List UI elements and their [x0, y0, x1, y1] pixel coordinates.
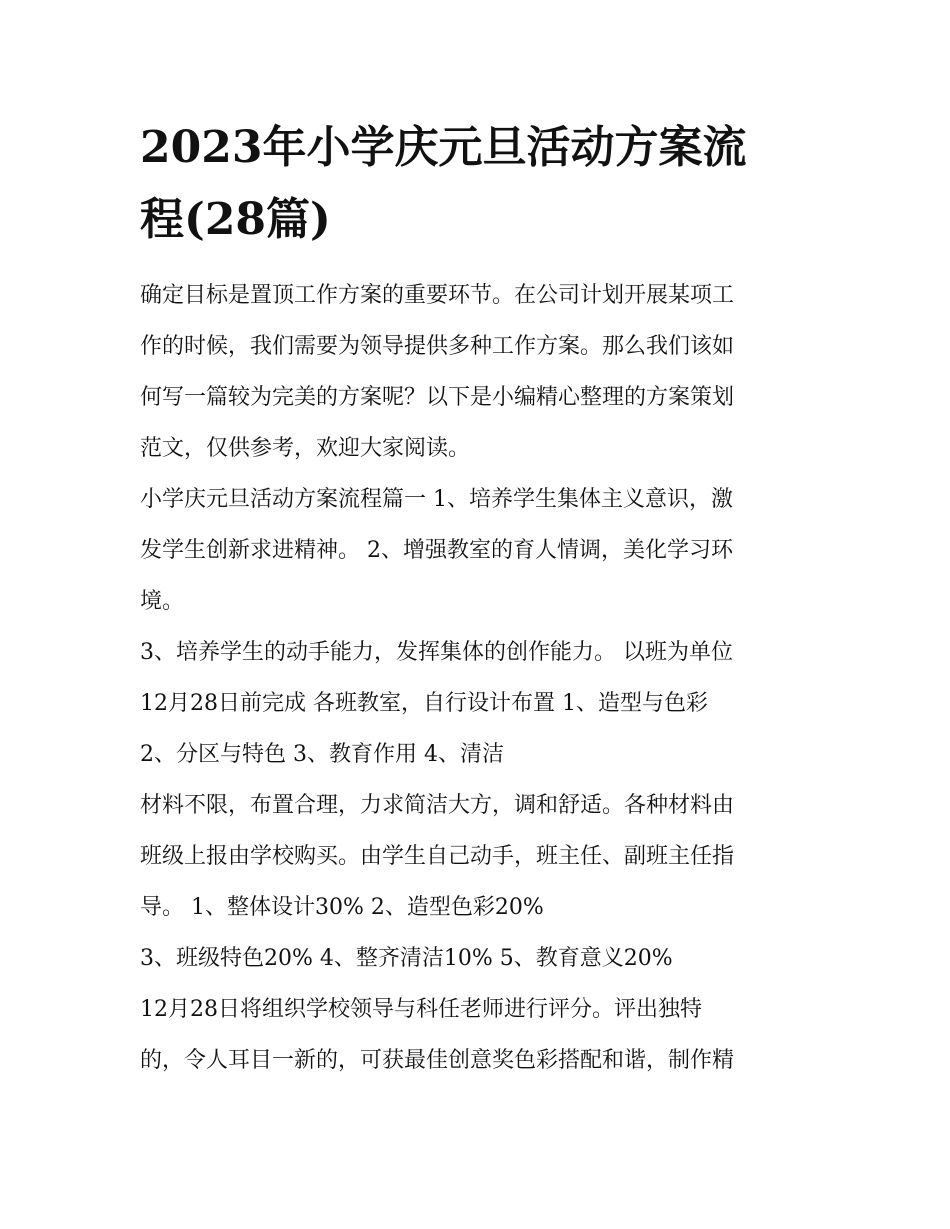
text-line: 12月28日前完成 各班教室，自行设计布置 1、造型与色彩	[140, 691, 708, 716]
text-line: 作的时候，我们需要为领导提供多种工作方案。那么我们该如	[140, 334, 735, 359]
paragraph-materials	[140, 780, 820, 933]
paragraph-arrangement	[140, 627, 820, 780]
text-line: 的，令人耳目一新的，可获最佳创意奖色彩搭配和谐，制作精	[140, 1048, 735, 1073]
paragraph-section-one	[140, 474, 820, 627]
text-line: 3、班级特色20% 4、整齐清洁10% 5、教育意义20%	[140, 946, 673, 971]
text-line: 确定目标是置顶工作方案的重要环节。在公司计划开展某项工	[140, 283, 735, 308]
title-line-2: 程(28篇)	[140, 194, 331, 245]
document-body	[140, 270, 820, 1086]
text-line: 何写一篇较为完美的方案呢？以下是小编精心整理的方案策划	[140, 385, 735, 410]
paragraph-scoring	[140, 933, 820, 984]
text-line: 3、培养学生的动手能力，发挥集体的创作能力。 以班为单位	[140, 640, 733, 665]
paragraph-intro	[140, 270, 820, 474]
text-line: 班级上报由学校购买。由学生自己动手，班主任、副班主任指	[140, 844, 735, 869]
title-line-1: 2023年小学庆元旦活动方案流	[140, 122, 747, 173]
text-line: 导。 1、整体设计30% 2、造型色彩20%	[140, 895, 544, 920]
text-line: 发学生创新求进精神。 2、增强教室的育人情调，美化学习环	[140, 538, 733, 563]
text-line: 小学庆元旦活动方案流程篇一 1、培养学生集体主义意识，激	[140, 487, 733, 512]
text-line: 范文，仅供参考，欢迎大家阅读。	[140, 436, 471, 461]
text-line: 2、分区与特色 3、教育作用 4、清洁	[140, 742, 504, 767]
text-line: 材料不限，布置合理，力求简洁大方，调和舒适。各种材料由	[140, 793, 735, 818]
text-line: 境。	[140, 589, 185, 614]
document-title	[140, 112, 820, 256]
text-line: 12月28日将组织学校领导与科任老师进行评分。评出独特	[140, 997, 702, 1022]
paragraph-evaluation	[140, 984, 820, 1086]
document-page	[140, 112, 820, 1086]
